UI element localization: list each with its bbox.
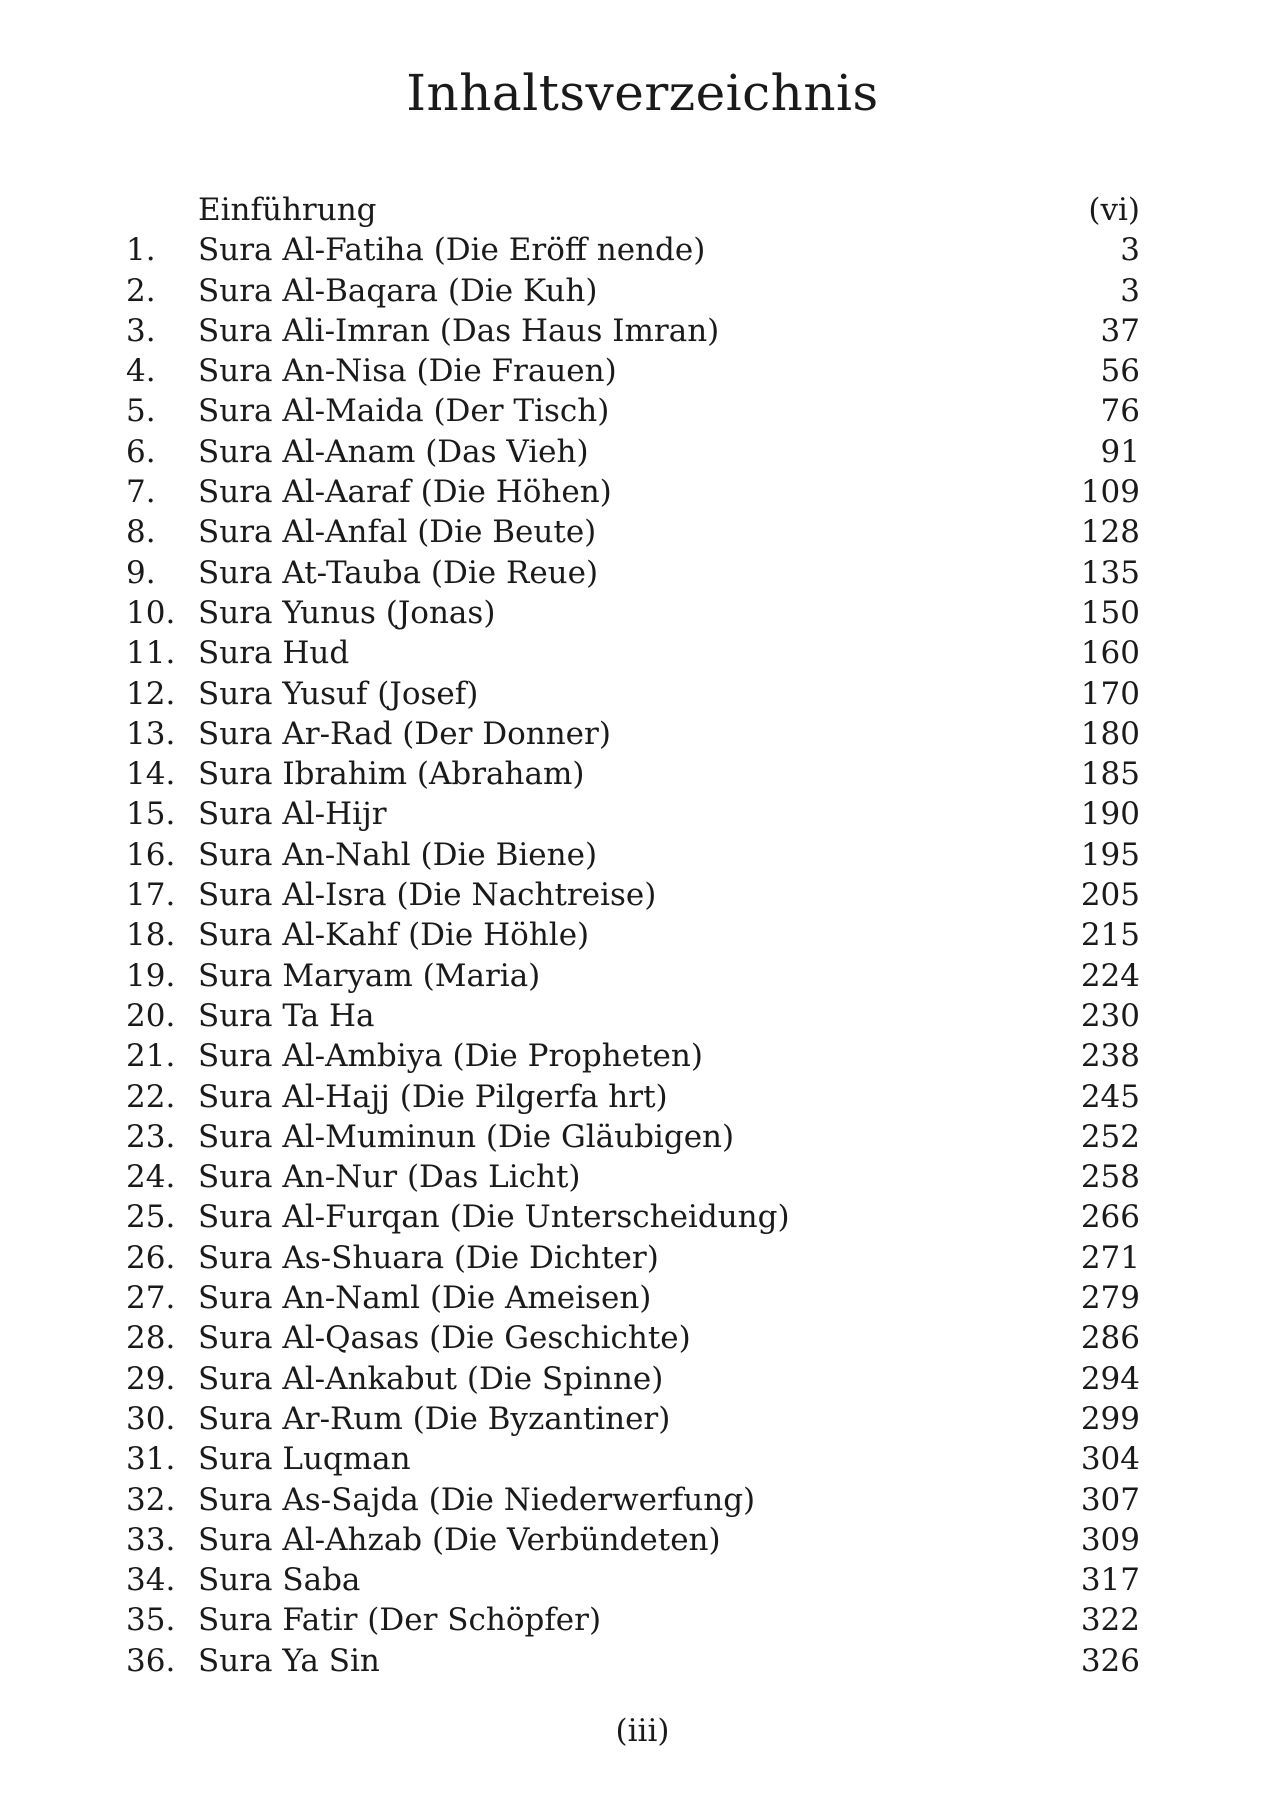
toc-entry-page: 128 — [1080, 514, 1140, 551]
toc-entry — [126, 1117, 1140, 1157]
toc-entry-number: 14. — [126, 756, 176, 793]
toc-entry — [126, 1278, 1140, 1318]
toc-entry-page: 135 — [1080, 554, 1140, 591]
toc-entry-number: 26. — [126, 1239, 176, 1276]
toc-entry-title: Sura Maryam (Maria) — [198, 957, 541, 994]
toc-entry-page: 185 — [1080, 756, 1140, 793]
toc-entry-title: Sura Al-Anfal (Die Beute) — [198, 514, 597, 551]
toc-entry-page: 326 — [1080, 1642, 1140, 1679]
toc-entry — [126, 1157, 1140, 1197]
toc-entry-title: Sura Al-Aaraf (Die Höhen) — [198, 474, 612, 511]
toc-entry — [126, 1318, 1140, 1358]
toc-entry — [126, 230, 1140, 270]
toc-entry-title: Sura Ar-Rad (Der Donner) — [198, 715, 611, 752]
toc-entry-title: Sura An-Nisa (Die Frauen) — [198, 353, 617, 390]
toc-entry — [126, 956, 1140, 996]
toc-entry-title: Sura Al-Anam (Das Vieh) — [198, 433, 589, 470]
toc-entry-page: 224 — [1080, 957, 1140, 994]
toc-entry-page: 215 — [1080, 917, 1140, 954]
toc-entry-title: Sura Al-Fatiha (Die Eröff nende) — [198, 232, 706, 269]
toc-entry-number: 18. — [126, 917, 176, 954]
toc-entry-number: 4. — [126, 353, 156, 390]
toc-entry-number: 27. — [126, 1280, 176, 1317]
toc-entry-title: Sura As-Sajda (Die Niederwerfung) — [198, 1481, 756, 1518]
toc-entry-title: Sura Ta Ha — [198, 997, 375, 1034]
toc-entry-number: 10. — [126, 594, 176, 631]
toc-entry — [126, 1077, 1140, 1117]
toc-entry — [126, 1560, 1140, 1600]
toc-entry — [126, 996, 1140, 1036]
toc-entry-page: 294 — [1080, 1360, 1140, 1397]
toc-entry-page: 37 — [1100, 312, 1140, 349]
toc-entry — [126, 553, 1140, 593]
toc-entry-title: Sura Luqman — [198, 1441, 411, 1478]
toc-entry — [126, 1399, 1140, 1439]
toc-entry-title: Sura Al-Hijr — [198, 796, 387, 833]
toc-entry — [126, 633, 1140, 673]
toc-entry — [126, 1439, 1140, 1479]
toc-entry-title: Sura Al-Furqan (Die Unterscheidung) — [198, 1199, 790, 1236]
toc-entry-number: 9. — [126, 554, 156, 591]
toc-entry-number: 36. — [126, 1642, 176, 1679]
toc-entry-title: Sura Saba — [198, 1562, 361, 1599]
toc-entry-title: Sura Al-Ankabut (Die Spinne) — [198, 1360, 664, 1397]
toc-entry-number: 12. — [126, 675, 176, 712]
toc-entry — [126, 1036, 1140, 1076]
toc-entry-page: 266 — [1080, 1199, 1140, 1236]
toc-entry-page: 299 — [1080, 1400, 1140, 1437]
toc-entry-title: Sura Ya Sin — [198, 1642, 380, 1679]
toc-entry-title: Sura As-Shuara (Die Dichter) — [198, 1239, 659, 1276]
toc-entry — [126, 835, 1140, 875]
toc-entry — [126, 1238, 1140, 1278]
toc-entry-number: 32. — [126, 1481, 176, 1518]
toc-entry-number: 21. — [126, 1038, 176, 1075]
toc-entry-number: 31. — [126, 1441, 176, 1478]
toc-entry-number: 34. — [126, 1562, 176, 1599]
toc-entry-page: 3 — [1120, 232, 1140, 269]
toc-entry-page: 190 — [1080, 796, 1140, 833]
toc-entry-number: 5. — [126, 393, 156, 430]
toc-entry-page: 91 — [1100, 433, 1140, 470]
toc-entry-title: Sura Hud — [198, 635, 350, 672]
table-of-contents — [126, 190, 1140, 1681]
toc-entry-number: 6. — [126, 433, 156, 470]
toc-entry-page: 307 — [1080, 1481, 1140, 1518]
toc-entry-title: Sura Al-Kahf (Die Höhle) — [198, 917, 590, 954]
toc-entry-number: 23. — [126, 1118, 176, 1155]
toc-entry — [126, 432, 1140, 472]
toc-entry-page: 238 — [1080, 1038, 1140, 1075]
toc-entry — [126, 1641, 1140, 1681]
toc-entry — [126, 1359, 1140, 1399]
toc-entry-page: 180 — [1080, 715, 1140, 752]
toc-entry — [126, 794, 1140, 834]
toc-entry-page: 286 — [1080, 1320, 1140, 1357]
toc-entry-title: Sura Al-Ahzab (Die Verbündeten) — [198, 1521, 721, 1558]
toc-entry-number: 16. — [126, 836, 176, 873]
toc-entry-number: 11. — [126, 635, 176, 672]
toc-entry-page: 150 — [1080, 594, 1140, 631]
toc-entry — [126, 1600, 1140, 1640]
toc-entry — [126, 311, 1140, 351]
toc-entry-number: 33. — [126, 1521, 176, 1558]
toc-entry-title: Sura An-Nur (Das Licht) — [198, 1159, 581, 1196]
toc-entry-number: 30. — [126, 1400, 176, 1437]
toc-entry-title: Sura At-Tauba (Die Reue) — [198, 554, 599, 591]
toc-entry-page: 56 — [1100, 353, 1140, 390]
toc-entry — [126, 714, 1140, 754]
toc-entry — [126, 472, 1140, 512]
toc-entry-number: 19. — [126, 957, 176, 994]
page-title: Inhaltsverzeichnis — [406, 64, 879, 122]
toc-entry-title: Sura Al-Maida (Der Tisch) — [198, 393, 610, 430]
toc-entry-number: 7. — [126, 474, 156, 511]
toc-entry-page: 245 — [1080, 1078, 1140, 1115]
toc-entry — [126, 1520, 1140, 1560]
toc-entry-page: 205 — [1080, 877, 1140, 914]
toc-entry-number: 24. — [126, 1159, 176, 1196]
toc-entry — [126, 271, 1140, 311]
toc-entry-title: Sura Yusuf (Josef) — [198, 675, 479, 712]
toc-entry-number: 17. — [126, 877, 176, 914]
toc-entry-intro — [126, 190, 1140, 230]
toc-entry-page: 309 — [1080, 1521, 1140, 1558]
toc-entry-number: 3. — [126, 312, 156, 349]
toc-entry-page: 322 — [1080, 1602, 1140, 1639]
toc-entry-page: 252 — [1080, 1118, 1140, 1155]
toc-entry — [126, 391, 1140, 431]
toc-entry-page: 271 — [1080, 1239, 1140, 1276]
toc-entry — [126, 674, 1140, 714]
toc-entry-number: 20. — [126, 997, 176, 1034]
toc-entry — [126, 875, 1140, 915]
toc-entry — [126, 1480, 1140, 1520]
toc-entry-number: 13. — [126, 715, 176, 752]
toc-entry-page: 160 — [1080, 635, 1140, 672]
page-number: (iii) — [615, 1713, 670, 1749]
toc-entry-number: 29. — [126, 1360, 176, 1397]
toc-entry-title: Sura Fatir (Der Schöpfer) — [198, 1602, 602, 1639]
toc-entry-title: Sura An-Nahl (Die Biene) — [198, 836, 598, 873]
toc-entry-page: 317 — [1080, 1562, 1140, 1599]
toc-entry-page: 76 — [1100, 393, 1140, 430]
toc-entry-title: Sura Al-Baqara (Die Kuh) — [198, 272, 598, 309]
toc-entry-page: 230 — [1080, 997, 1140, 1034]
toc-entry-page: 3 — [1120, 272, 1140, 309]
toc-entry-title: Sura Al-Qasas (Die Geschichte) — [198, 1320, 691, 1357]
toc-entry-title: Sura Ibrahim (Abraham) — [198, 756, 585, 793]
toc-entry-page: 170 — [1080, 675, 1140, 712]
toc-entry-number: 8. — [126, 514, 156, 551]
toc-entry-number: 2. — [126, 272, 156, 309]
toc-entry-title: Sura Al-Muminun (Die Gläubigen) — [198, 1118, 735, 1155]
toc-entry — [126, 1197, 1140, 1237]
toc-entry-title: Sura Al-Hajj (Die Pilgerfa hrt) — [198, 1078, 668, 1115]
toc-entry-title: Sura Ar-Rum (Die Byzantiner) — [198, 1400, 671, 1437]
toc-entry-number: 22. — [126, 1078, 176, 1115]
toc-entry — [126, 351, 1140, 391]
toc-entry — [126, 593, 1140, 633]
toc-entry-title: Sura Ali-Imran (Das Haus Imran) — [198, 312, 720, 349]
toc-entry-title: Sura An-Naml (Die Ameisen) — [198, 1280, 652, 1317]
toc-entry-title: Sura Al-Isra (Die Nachtreise) — [198, 877, 657, 914]
toc-entry-number: 15. — [126, 796, 176, 833]
toc-entry — [126, 915, 1140, 955]
toc-entry — [126, 512, 1140, 552]
toc-entry-number: 35. — [126, 1602, 176, 1639]
toc-entry-page: 258 — [1080, 1159, 1140, 1196]
toc-entry-page: 279 — [1080, 1280, 1140, 1317]
toc-entry-page: 195 — [1080, 836, 1140, 873]
toc-entry-number: 25. — [126, 1199, 176, 1236]
toc-entry — [126, 754, 1140, 794]
toc-entry-title: Einführung — [198, 192, 377, 228]
toc-entry-number: 28. — [126, 1320, 176, 1357]
toc-entry-title: Sura Yunus (Jonas) — [198, 594, 496, 631]
toc-entry-page: 304 — [1080, 1441, 1140, 1478]
toc-entry-title: Sura Al-Ambiya (Die Propheten) — [198, 1038, 703, 1075]
toc-entry-number: 1. — [126, 232, 156, 269]
toc-entry-page: 109 — [1080, 474, 1140, 511]
toc-entry-page: (vi) — [1088, 192, 1140, 228]
